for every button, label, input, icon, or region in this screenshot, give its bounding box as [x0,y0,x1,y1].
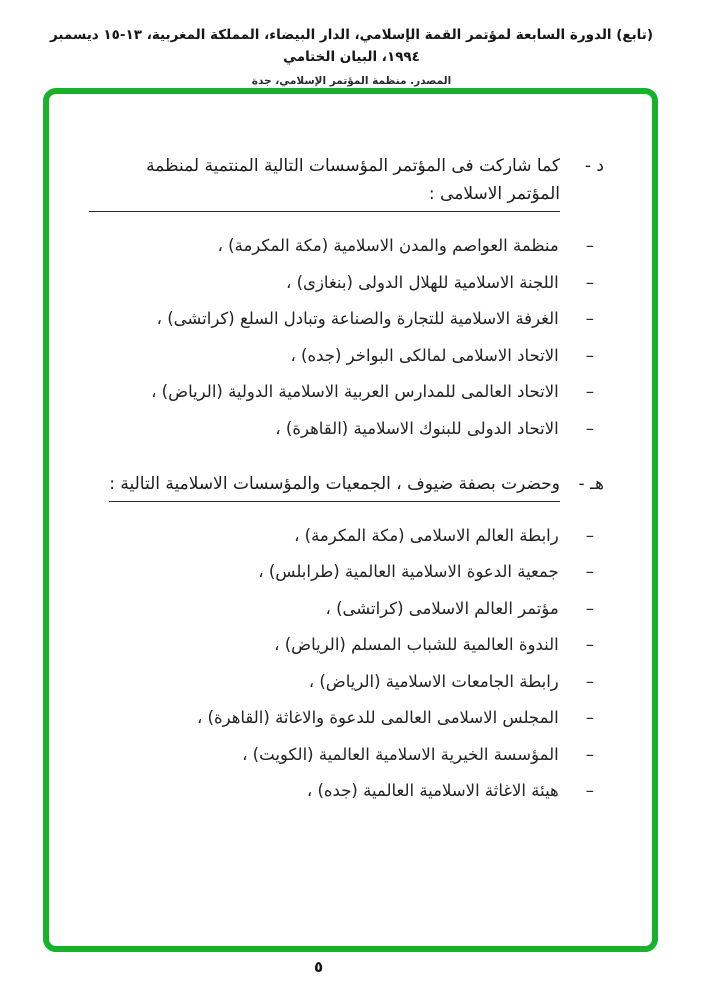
dash-bullet: – [585,671,594,691]
list-item [89,417,604,441]
list-item-text: اللجنة الاسلامية للهلال الدولى (بنغازى) ، [286,272,559,292]
list-item-text: الاتحاد العالمى للمدارس العربية الاسلامية الدولية (الرياض) ، [151,382,559,401]
section-d [89,152,604,441]
list-item-text: رابطة العالم الاسلامى (مكة المكرمة) ، [294,525,559,545]
list-item [89,670,604,694]
dash-bullet: – [585,598,594,618]
list-item [89,633,604,657]
section-heading: وحضرت بصفة ضيوف ، الجمعيات والمؤسسات الاسلامية التالية : [109,470,560,502]
list-item-text: هيئة الاغاثة الاسلامية العالمية (جده) ، [306,781,559,800]
list-item [89,271,604,295]
dash-bullet: – [585,236,594,255]
list-item [89,560,604,584]
dash-bullet: – [585,781,594,800]
section-heading-row [89,470,604,502]
page-content [49,94,652,803]
header-source-line: المصدر. منظمة المؤتمر الإسلامي، جدة [251,75,452,87]
list-item [89,779,604,803]
dash-bullet: – [585,345,594,365]
dash-bullet: – [585,744,594,764]
dash-bullet: – [585,272,594,292]
list-item [89,524,604,548]
document-header [0,24,703,87]
list-item-text: جمعية الدعوة الاسلامية العالمية (طرابلس) ، [258,562,559,581]
dash-bullet: – [585,562,594,581]
list-item-text: الاتحاد الاسلامى لمالكى البواخر (جده) ، [290,345,559,365]
list-item [89,706,604,730]
list-item-text: منظمة العواصم والمدن الاسلامية (مكة المكرمة) ، [217,236,559,255]
section-heading-row [89,152,604,212]
list-item [89,234,604,258]
dash-bullet: – [585,525,594,545]
section-heading: كما شاركت فى المؤتمر المؤسسات التالية المنتمية لمنظمة المؤتمر الاسلامى : [89,152,560,212]
page-frame [43,88,658,952]
list-item [89,597,604,621]
list-item-text: الاتحاد الدولى للبنوك الاسلامية (القاهرة) ، [275,418,559,438]
page-number: ٥ [314,958,324,976]
section-marker: هـ - [578,473,604,494]
section-h [89,470,604,804]
list-item-text: رابطة الجامعات الاسلامية (الرياض) ، [308,671,559,691]
dash-bullet: – [585,418,594,438]
dash-bullet: – [585,309,594,328]
list-item-text: المجلس الاسلامى العالمى للدعوة والاغاثة (القاهرة) ، [196,708,559,727]
section-marker: د - [584,156,604,176]
list-item-text: الغرفة الاسلامية للتجارة والصناعة وتبادل السلع (كراتشى) ، [156,309,559,328]
list-item [89,344,604,368]
list-item [89,307,604,331]
dash-bullet: – [585,708,594,727]
list-item-text: الندوة العالمية للشباب المسلم (الرياض) ، [274,635,559,654]
header-title-line: (تابع) الدورة السابعة لمؤتمر القمة الإسلامي، الدار البيضاء، المملكة المغربية، ١٣-١٥ ديسمبر ١٩٩٤، البيان الختامي [50,27,653,65]
list-item-text: المؤسسة الخيرية الاسلامية العالمية (الكويت) ، [242,744,559,764]
dash-bullet: – [585,635,594,654]
list-item-text: مؤتمر العالم الاسلامى (كراتشى) ، [325,598,559,618]
list-item [89,743,604,767]
list-item [89,380,604,404]
dash-bullet: – [585,382,594,401]
